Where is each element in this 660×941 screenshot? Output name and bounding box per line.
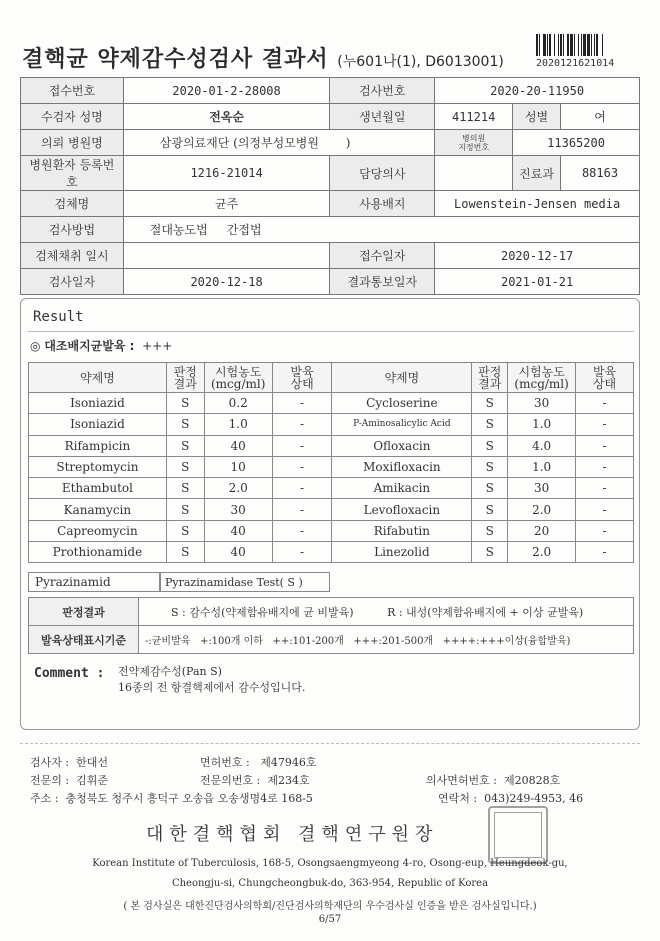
test-no: 2020-20-11950 [435,78,640,104]
birth-label: 생년월일 [330,104,435,130]
col-growth: 발육 상태 [576,363,634,393]
doctor-license: 의사면허번호 : 제20828호 [426,774,561,787]
col-conc: 시험농도 (mcg/ml) [508,363,576,393]
collect-value [123,243,330,269]
page-number: 6/57 [318,914,342,925]
license: 면허번호 : 제47946호 [200,756,317,769]
pyrazinamide-value: Pyrazinamidase Test( S ) [160,572,330,592]
hospital-code-label: 병의원 지정번호 [435,130,513,156]
barcode [536,34,632,56]
doctor-label: 담당의사 [330,156,435,191]
medium-label: 사용배지 [330,191,435,217]
hospital-name: 삼광의료재단 (의정부성모병원 ) [123,130,434,156]
hospital-code: 11365200 [513,130,640,156]
organization-address-en: Korean Institute of Tuberculosis, 168-5, Osongsaengmyeong 4-ro, Osong-eup, Heungdeok-gu, [92,858,568,869]
table-row: Isoniazid S 0.2 - Cycloserine S 30 - [29,393,634,414]
address: 주소 : 충청북도 청주시 흥덕구 오송읍 오송생명4로 168-5 [30,792,313,805]
certification-note: ( 본 검사실은 대한진단검사의학회/진단검사의학재단의 우수검사실 인증을 받은 검사실입니다.) [123,901,537,912]
specialist-no: 전문의번호 : 제234호 [200,774,310,787]
growth-legend-label: 발육상태표시기준 [29,626,139,654]
col-drug: 약제명 [29,363,167,393]
contact: 연락처 : 043)249-4953, 46 [438,792,584,805]
method-value: 절대농도법 간접법 [123,217,639,243]
result-title: Result [33,309,84,325]
result-divider [28,331,634,332]
patient-info-table [20,77,640,295]
tester: 검사자 : 한대선 [30,756,108,769]
col-judge: 판정 결과 [472,363,508,393]
test-no-label: 검사번호 [330,78,435,104]
specimen-label: 검체명 [21,191,124,217]
judge-legend: S : 감수성(약제함유배지에 균 비발육) R : 내성(약제함유배지에 + 이상 균발육) [139,598,634,626]
growth-legend: -:균비발육 +:100개 이하 ++:101-200개 +++:201-500개 ++++:+++이상(융합발육) [139,626,634,654]
control-growth-value: +++ [142,339,173,353]
specimen-value: 균주 [123,191,330,217]
medium-value: Lowenstein-Jensen media [435,191,640,217]
target-icon: ◎ [30,339,41,353]
table-row: Kanamycin S 30 - Levofloxacin S 2.0 - [29,499,634,520]
dept-label: 진료과 [513,156,561,191]
hospital-label: 의뢰 병원명 [21,130,124,156]
comment-line: 전약제감수성(Pan S) [118,665,222,678]
patient-label: 수검자 성명 [21,104,124,130]
receipt-no-label: 접수번호 [21,78,124,104]
judge-legend-label: 판정결과 [29,598,139,626]
collect-label: 검체채취 일시 [21,243,124,269]
comment-line: 16종의 전 항결핵제에서 감수성입니다. [118,681,306,694]
barcode-number: 2020121621014 [536,58,615,69]
sex-label: 성별 [513,104,561,130]
dept-value: 88163 [561,156,640,191]
patient-name: 전옥순 [123,104,330,130]
organization-name: 대한결핵협회 결핵연구원장 [146,824,439,845]
test-date: 2020-12-18 [123,269,330,295]
footer-divider [20,743,640,744]
method-label: 검사방법 [21,217,124,243]
document-code: (누601나(1), D6013001) [337,54,504,70]
control-growth: ◎ 대조배지균발육 : +++ [30,339,173,353]
document-title: 결핵균 약제감수성검사 결과서 (누601나(1), D6013001) [22,47,504,72]
col-conc: 시험농도 (mcg/ml) [204,363,272,393]
report-date: 2021-01-21 [435,269,640,295]
receipt-no: 2020-01-2-28008 [123,78,330,104]
reg-no-label: 병원환자 등록번호 [21,156,124,191]
doctor-value [435,156,513,191]
col-growth: 발육 상태 [272,363,332,393]
received-date: 2020-12-17 [435,243,640,269]
table-row: Ethambutol S 2.0 - Amikacin S 30 - [29,478,634,499]
table-row: Isoniazid S 1.0 - P-Aminosalicylic Acid S 1.0 - [29,414,634,435]
col-judge: 판정 결과 [166,363,204,393]
report-date-label: 결과통보일자 [330,269,435,295]
received-label: 접수일자 [330,243,435,269]
pyrazinamide-label: Pyrazinamid [28,572,160,592]
birth-date: 411214 [435,104,513,130]
reg-no: 1216-21014 [123,156,330,191]
table-row: Rifampicin S 40 - Ofloxacin S 4.0 - [29,435,634,456]
specialist: 전문의 : 김휘준 [30,774,108,787]
susceptibility-table [28,362,634,563]
table-row: Prothionamide S 40 - Linezolid S 2.0 - [29,542,634,563]
table-row: Capreomycin S 40 - Rifabutin S 20 - [29,520,634,541]
organization-address-en: Cheongju-si, Chungcheongbuk-do, 363-954, Republic of Korea [171,878,489,889]
comment-label: Comment : [34,666,105,681]
sex-value: 여 [561,104,640,130]
table-row: Streptomycin S 10 - Moxifloxacin S 1.0 - [29,456,634,477]
legend-table [28,597,634,654]
col-drug: 약제명 [332,363,472,393]
test-date-label: 검사일자 [21,269,124,295]
official-seal [488,806,548,864]
